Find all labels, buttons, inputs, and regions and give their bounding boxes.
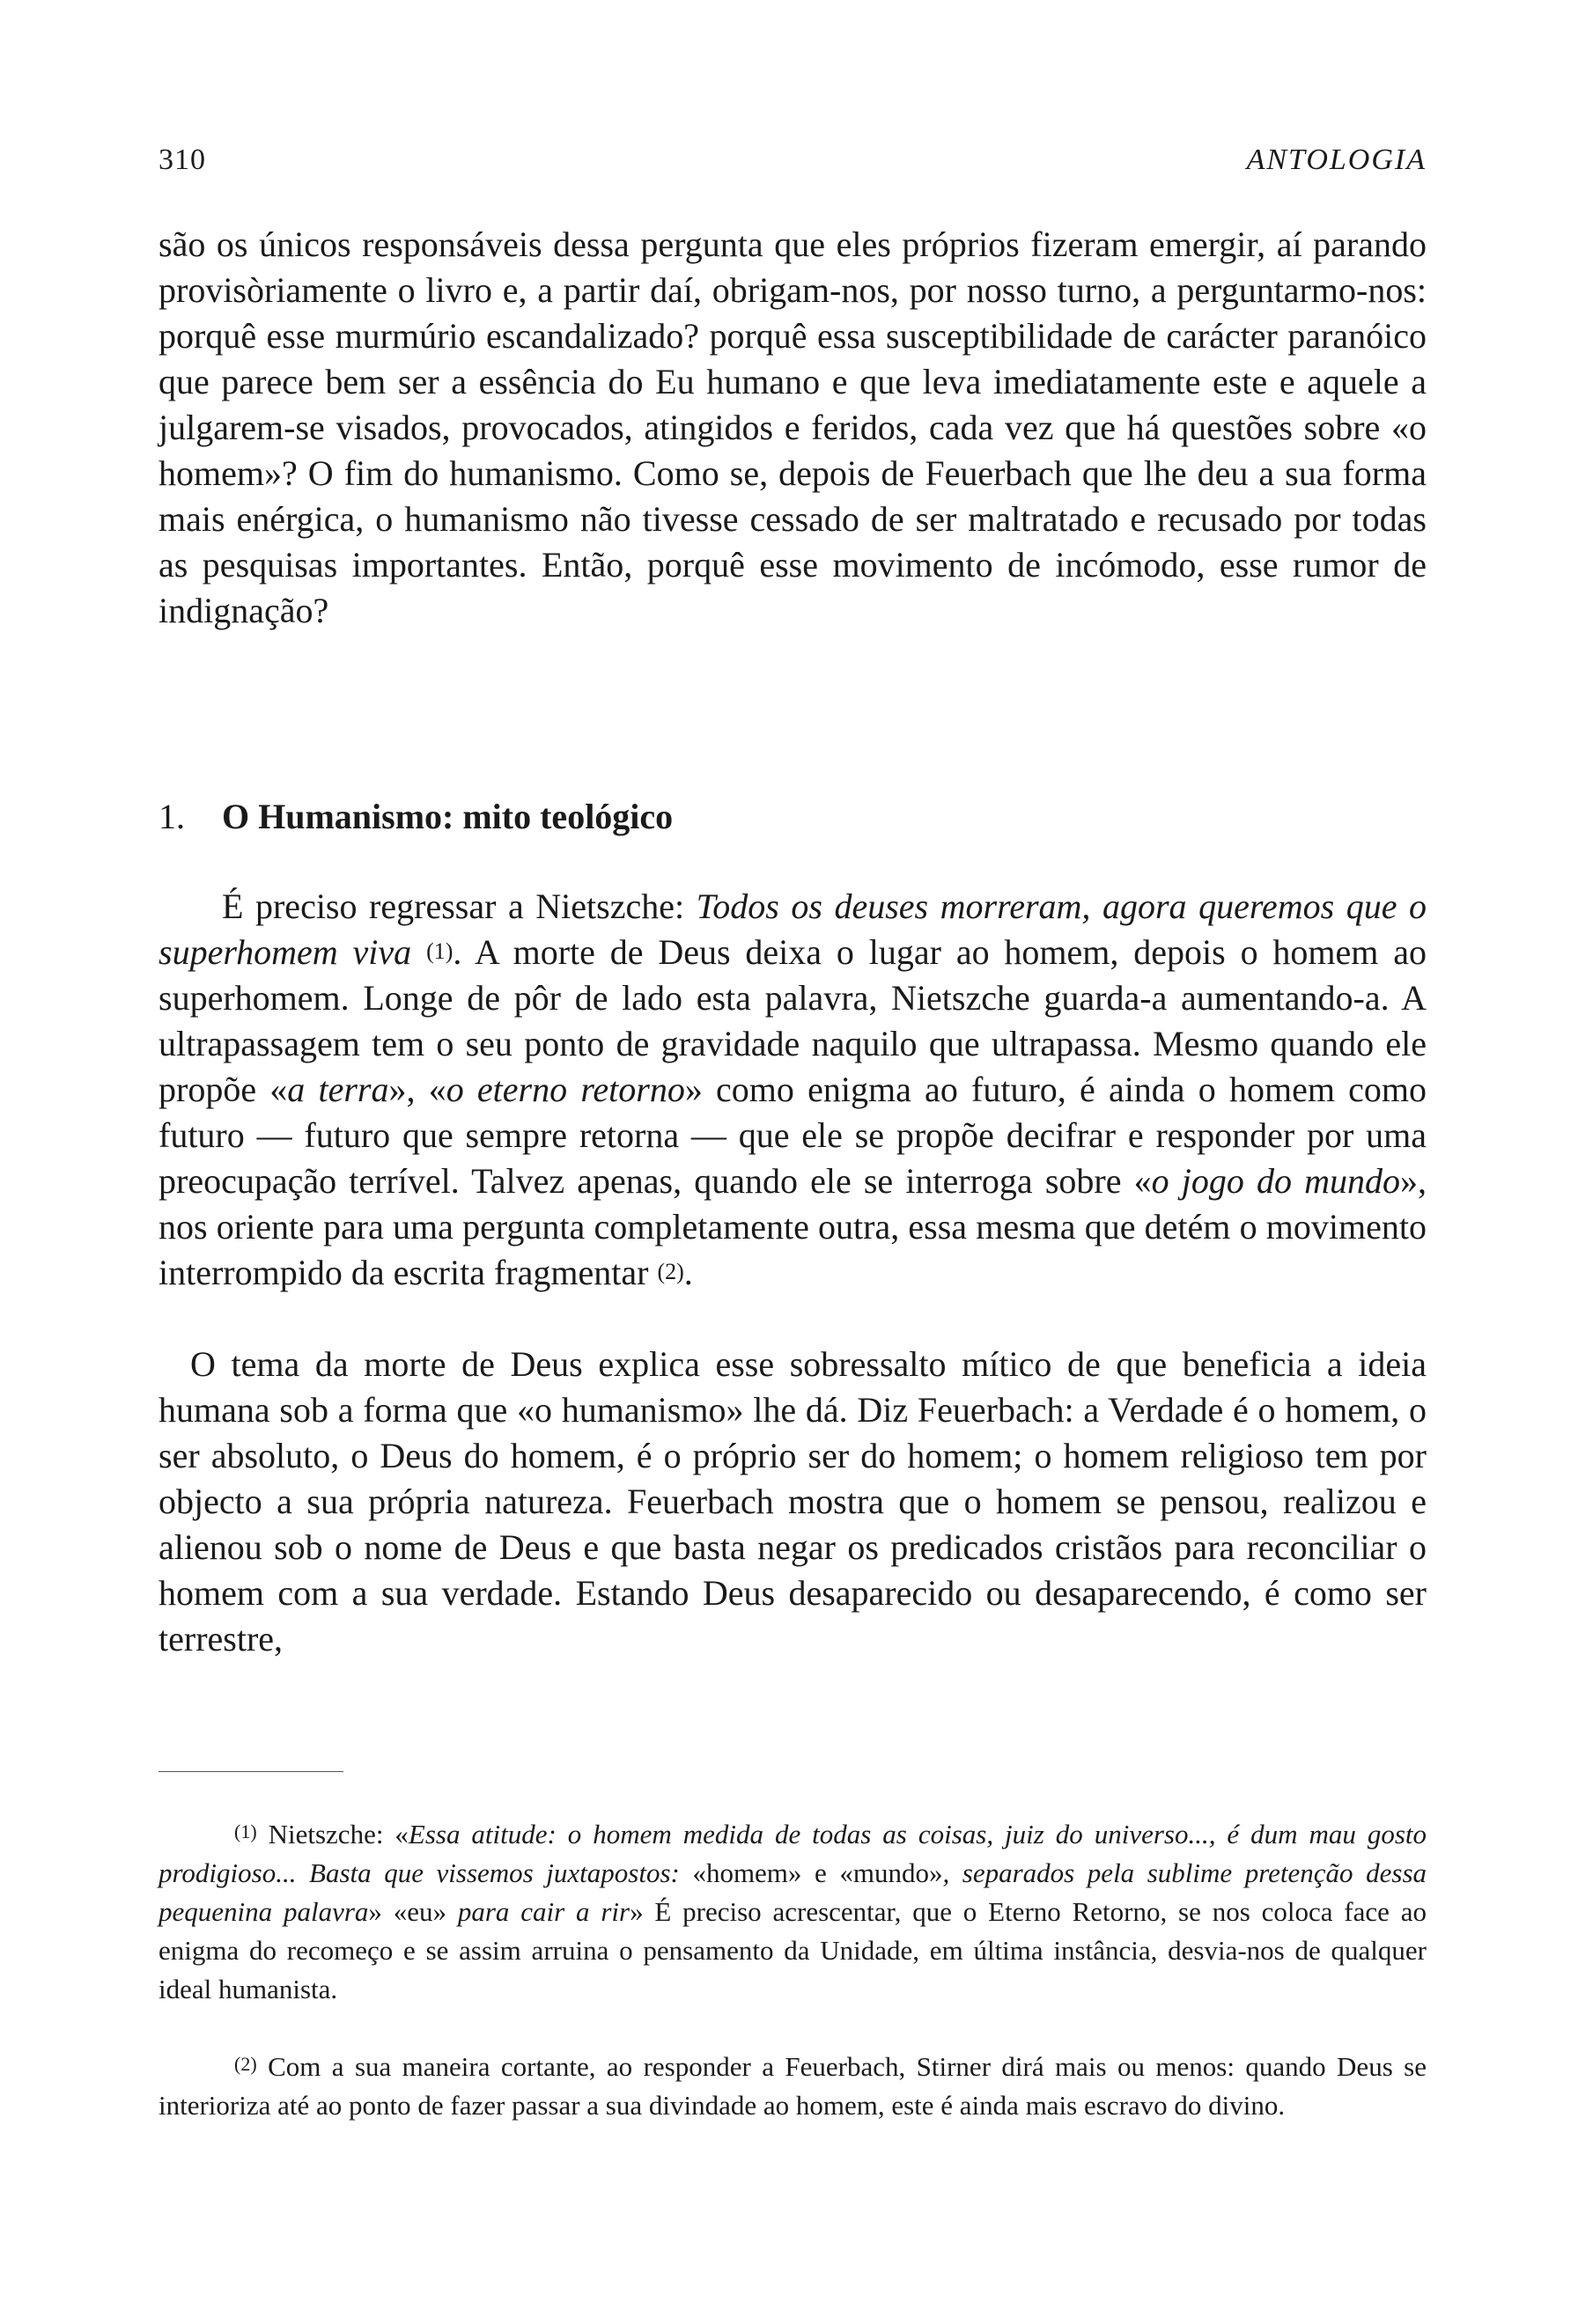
footnote-1-q3: » «eu» [368, 1896, 458, 1927]
footnote-1-and: e [801, 1857, 840, 1888]
footnote-1-q2: «mundo» [839, 1857, 943, 1888]
footnote-1-italic-3: para cair a rir [457, 1896, 630, 1927]
paragraph-2-lead: É preciso regressar a Nietszche: [222, 886, 697, 926]
nietzsche-quote: Todos os deuses morreram, agora queremos que o superhomem viva [159, 886, 1427, 972]
footnote-1-italic-2: , separados pela sublime pretenção dessa pequenina palavra [159, 1857, 1427, 1927]
running-title: ANTOLOGIA [1246, 143, 1427, 176]
footnote-1 [159, 1815, 1427, 2009]
footnote-2-text: Com a sua maneira cortante, ao responder a Feuerbach, Stirner dirá mais ou menos: quando Deus se interioriza até ao ponto de fazer passar a sua divindade ao homem, este é ainda mais escravo do divino. [159, 2051, 1427, 2121]
paragraph-2 [159, 884, 1427, 1296]
footnote-ref-2: (2) [657, 1259, 684, 1284]
paragraph-1: são os únicos responsáveis dessa pergunta que eles próprios fizeram emergir, aí parando provisòriamente o livro e, a partir daí, obrigam-nos, por nosso turno, a perguntarmo-nos: porquê esse murmúrio escandalizado? porquê essa susceptibilidade de carácter paranóico que parece bem ser a essência do Eu humano e que leva imediatamente este e aquele a julgarem-se visados, provocados, atingidos e feridos, cada vez que há questões sobre «o homem»? O fim do humanismo. Como se, depois de Feuerbach que lhe deu a sua forma mais enérgica, o humanismo não tivesse cessado de ser maltratado e recusado por todas as pesquisas importantes. Então, porquê esse movimento de incómodo, esse rumor de indignação? [159, 224, 1427, 630]
footnote-1-text-a: Nietszche: « [256, 1819, 409, 1850]
term-jogo-do-mundo: o jogo do mundo [1151, 1161, 1400, 1201]
footnote-1-text-b: » É preciso acrescentar, que o Eterno Retorno, se nos coloca face ao enigma do recomeço e se assim arruina o pensamento da Unidade, em última instância, desvia-nos de qualquer ideal humanista. [159, 1896, 1427, 2004]
paragraph-2-text-e: . [683, 1253, 693, 1292]
term-a-terra: a terra [287, 1070, 389, 1109]
paragraph-3: O tema da morte de Deus explica esse sobressalto mítico de que beneficia a ideia humana sob a forma que «o humanismo» lhe dá. Diz Feuerbach: a Verdade é o homem, o ser absoluto, o Deus do homem, é o próprio ser do homem; o homem religioso tem por objecto a sua própria natureza. Feuerbach mostra que o homem se pensou, realizou e alienou sob o nome de Deus e que basta negar os predicados cristãos para reconciliar o homem com a sua verdade. Estando Deus desaparecido ou desaparecendo, é como ser terrestre, [159, 1344, 1427, 1658]
footnote-1-mark: (1) [234, 1820, 257, 1842]
footnote-ref-1: (1) [426, 938, 453, 964]
footnote-divider [159, 1771, 343, 1772]
term-eterno-retorno: o eterno retorno [446, 1070, 685, 1109]
paragraph-2-text-c: » como enigma ao futuro, é ainda o homem como futuro — futuro que sempre retorna — que ele se propõe decifrar e responder por uma preocupação terrível. Talvez apenas, quando ele se interroga sobre « [159, 1070, 1427, 1201]
paragraph-2-text-d: », nos oriente para uma pergunta completamente outra, essa mesma que detém o movimento interrompido da escrita fragmentar [159, 1161, 1427, 1292]
footnote-2-mark: (2) [234, 2053, 257, 2075]
section-number: 1. [159, 797, 185, 836]
footnote-2 [159, 2048, 1427, 2125]
section-title: O Humanismo: mito teológico [222, 797, 674, 836]
footnote-1-italic-1: Essa atitude: o homem medida de todas as coisas, juiz do universo..., é dum mau gosto prodigioso... Basta que vissemos juxtapostos: [159, 1819, 1427, 1888]
paragraph-2-text-b: », « [388, 1070, 446, 1109]
paragraph-2-text-a: . A morte de Deus deixa o lugar ao homem, depois o homem ao superhomem. Longe de pôr de lado esta palavra, Nietszche guarda-a aumentando-a. A ultrapassagem tem o seu ponto de gravidade naquilo que ultrapassa. Mesmo quando ele propõe « [159, 932, 1427, 1109]
running-head [159, 141, 1427, 180]
page-number: 310 [159, 143, 206, 176]
section-heading [159, 794, 673, 840]
footnote-1-q1: «homem» [692, 1857, 802, 1888]
